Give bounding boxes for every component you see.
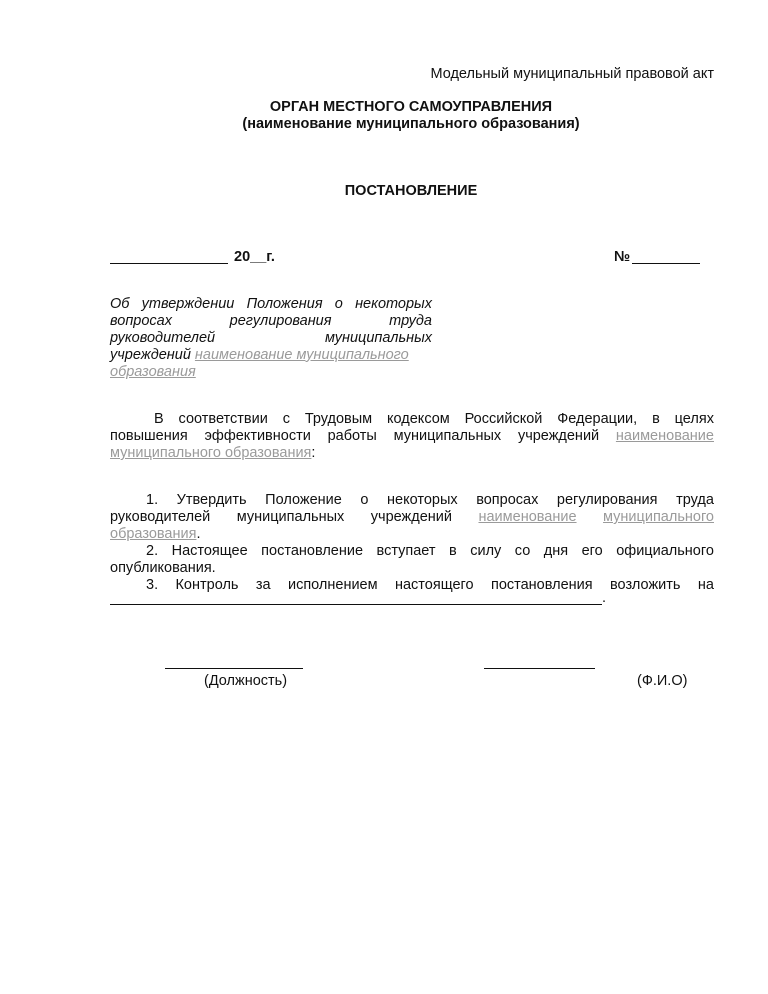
item-1-line-3: образования.	[110, 526, 201, 542]
document-type-title: ПОСТАНОВЛЕНИЕ	[344, 183, 478, 199]
name-label: (Ф.И.О)	[637, 673, 688, 689]
subject-line-4: учреждений наименование муниципального	[110, 347, 409, 363]
responsible-blank-line	[110, 604, 602, 605]
subject-line-3: руководителей муниципальных	[110, 330, 432, 346]
responsible-line-end: .	[602, 590, 607, 606]
item-2-line-2: опубликования.	[110, 560, 216, 576]
item-1-line-1: 1. Утвердить Положение о некоторых вопросах регулирования труда	[146, 492, 714, 508]
preamble-line-2: повышения эффективности работы муниципальных учреждений наименование	[110, 428, 714, 444]
preamble-paragraph	[110, 411, 714, 462]
municipality-placeholder: наименование муниципального	[194, 347, 409, 363]
number-label: №	[614, 249, 631, 265]
subject-line-1: Об утверждении Положения о некоторых	[110, 296, 432, 312]
municipality-subtitle: (наименование муниципального образования)	[242, 116, 580, 132]
name-signature-line	[484, 668, 595, 669]
items-block	[110, 492, 714, 594]
preamble-line-3: муниципального образования:	[110, 445, 316, 461]
subject-line-5	[110, 364, 432, 381]
model-act-note: Модельный муниципальный правовой акт	[430, 66, 714, 82]
item-2-line-1: 2. Настоящее постановление вступает в силу со дня его официального	[146, 543, 714, 559]
number-blank-line	[632, 263, 700, 264]
position-label: (Должность)	[204, 673, 288, 689]
municipality-placeholder-cont: образования	[110, 364, 196, 380]
authority-title: ОРГАН МЕСТНОГО САМОУПРАВЛЕНИЯ	[269, 99, 553, 115]
date-blank-line	[110, 263, 228, 264]
item-3-line-1: 3. Контроль за исполнением настоящего постановления возложить на	[146, 577, 714, 593]
item-1-line-2: руководителей муниципальных учреждений наименование муниципального	[110, 509, 714, 525]
subject-block	[110, 296, 432, 381]
subject-line-2: вопросах регулирования труда	[110, 313, 432, 329]
date-year: 20__г.	[234, 249, 275, 265]
position-signature-line	[165, 668, 303, 669]
preamble-line-1: В соответствии с Трудовым кодексом Российской Федерации, в целях	[154, 411, 714, 427]
